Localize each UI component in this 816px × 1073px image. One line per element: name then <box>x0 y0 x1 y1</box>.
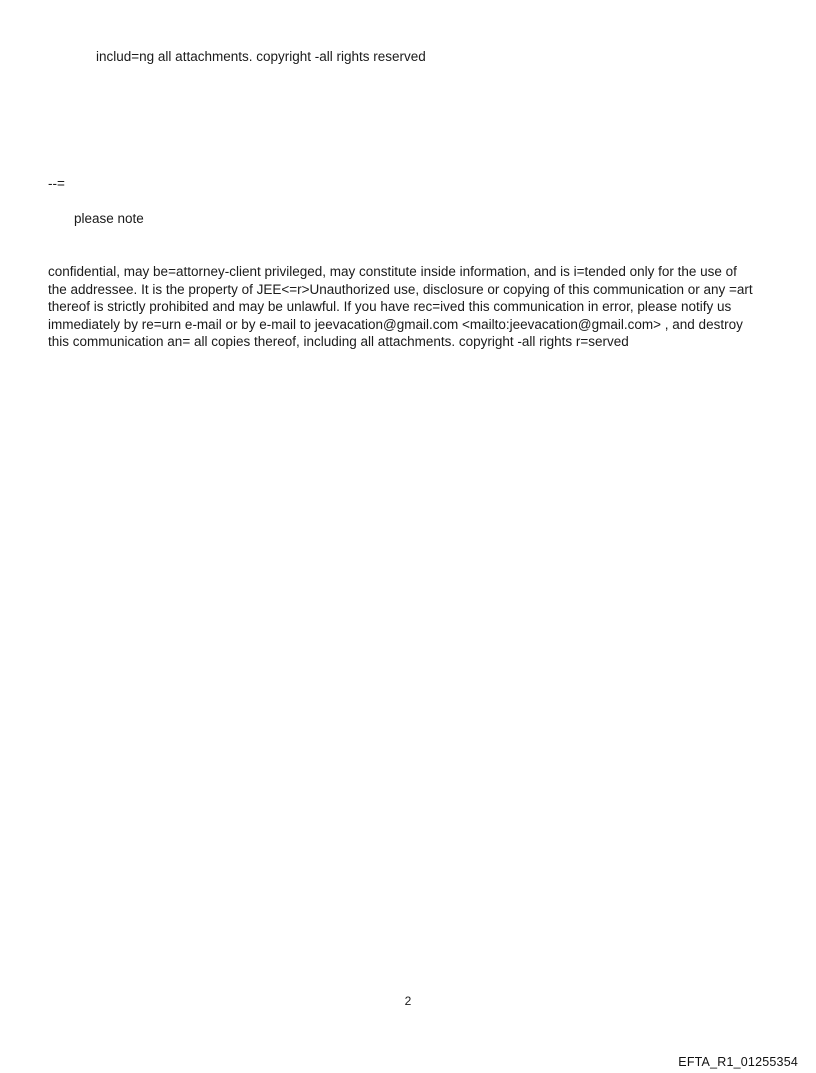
notice-line: confidential, may be=attorney-client privileged, may constitute inside information, and is i=tended only for the use of <box>48 264 737 279</box>
page-number: 2 <box>404 994 412 1008</box>
please-note-label: please note <box>74 211 144 226</box>
notice-line: thereof is strictly prohibited and may be unlawful. If you have rec=ived this communication in error, please notify us <box>48 299 732 315</box>
notice-line: this communication an= all copies thereof, including all attachments. copyright -all rights r=served <box>48 334 629 350</box>
document-id-stamp: EFTA_R1_01255354 <box>678 1055 798 1069</box>
confidentiality-notice <box>48 263 758 351</box>
disclaimer-continuation-line: includ=ng all attachments. copyright -all rights reserved <box>96 49 426 64</box>
separator-marker: --= <box>48 176 65 191</box>
notice-line: immediately by re=urn e-mail or by e-mail to jeevacation@gmail.com <mailto:jeevacation@gmail.com> , and destroy <box>48 316 743 332</box>
notice-line: the addressee. It is the property of JEE<=r>Unauthorized use, disclosure or copying of this communication or any =art <box>48 281 753 297</box>
